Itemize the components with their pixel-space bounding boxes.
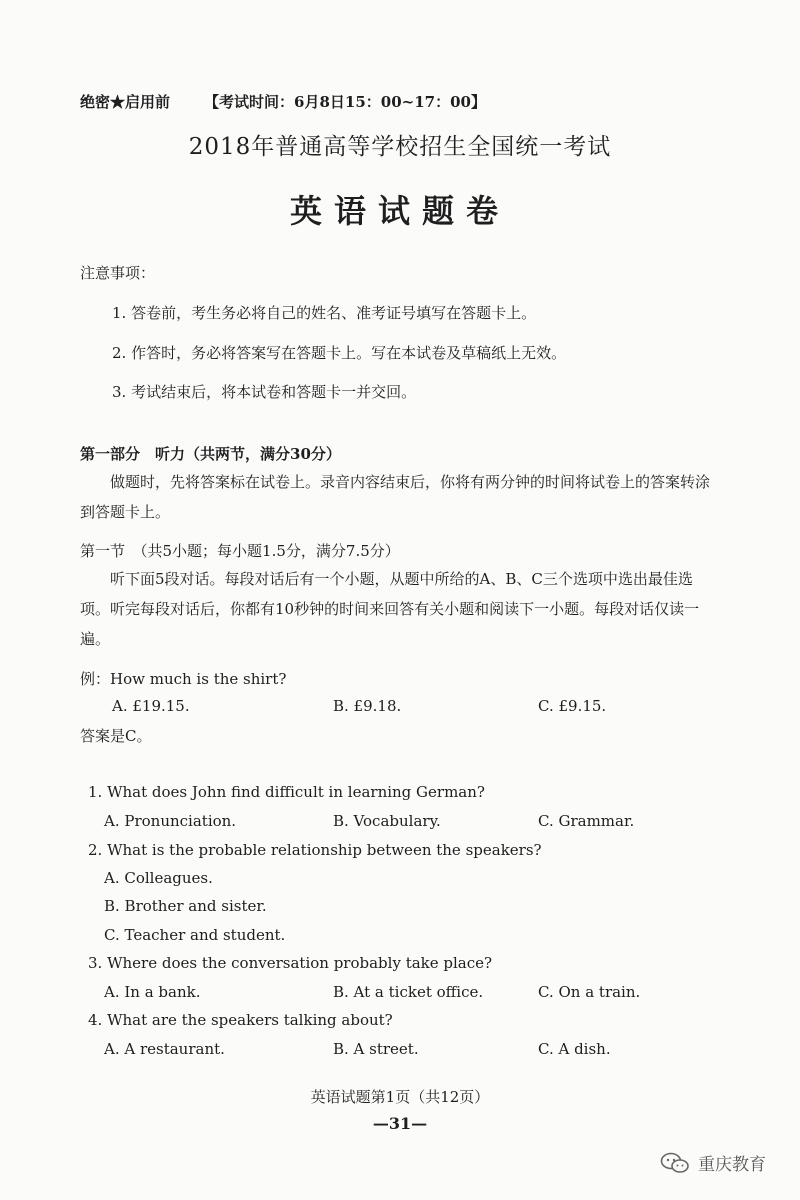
watermark-text: 重庆教育 [698,1155,766,1175]
example-answer: 答案是C。 [80,727,152,745]
question-3-option-c: C. On a train. [538,983,641,1001]
notes-heading: 注意事项： [80,264,156,282]
question-4-option-b: B. A street. [333,1040,419,1058]
example-option-c: C. £9.15. [538,697,607,715]
section1-instructions: 听下面5段对话。每段对话后有一个小题，从题中所给的A、B、C三个选项中选出最佳选项。听完每段对话后，你都有10秒钟的时间来回答有关小题和阅读下一小题。每段对话仅读一遍。 [80,570,700,648]
note-item: 1. 答卷前，考生务必将自己的姓名、准考证号填写在答题卡上。 [112,304,537,322]
question-1-option-a: A. Pronunciation. [104,812,237,830]
question-2: 2. What is the probable relationship between the speakers? [88,841,542,859]
exam-title: 2018年普通高等学校招生全国统一考试 [188,134,612,160]
question-3-option-b: B. At a ticket office. [333,983,484,1001]
question-4-option-c: C. A dish. [538,1040,611,1058]
question-3-option-a: A. In a bank. [104,983,201,1001]
note-item: 3. 考试结束后，将本试卷和答题卡一并交回。 [112,383,417,401]
question-2-option-c: C. Teacher and student. [104,926,286,944]
header-line [80,91,486,112]
question-3: 3. Where does the conversation probably take place? [88,954,493,972]
confidential-label: 绝密★启用前 [80,93,171,111]
watermark [660,1150,766,1175]
question-1-option-b: B. Vocabulary. [333,812,441,830]
section1-heading: 第一节 （共5小题；每小题1.5分，满分7.5分） [80,542,400,560]
question-1: 1. What does John find difficult in learning German? [88,783,485,801]
question-2-option-a: A. Colleagues. [104,869,213,887]
question-2-option-b: B. Brother and sister. [104,897,267,915]
page-number: —31— [372,1114,428,1133]
example-option-b: B. £9.18. [333,697,402,715]
question-4-option-a: A. A restaurant. [104,1040,225,1058]
exam-time: 【考试时间：6月8日15：00~17：00】 [204,93,486,111]
part1-heading: 第一部分 听力（共两节，满分30分） [80,445,341,463]
wechat-icon [660,1152,690,1174]
example-option-a: A. £19.15. [112,697,190,715]
example-question: 例：How much is the shirt? [80,670,287,688]
question-4: 4. What are the speakers talking about? [88,1011,393,1029]
part1-instructions: 做题时，先将答案标在试卷上。录音内容结束后，你将有两分钟的时间将试卷上的答案转涂到答题卡上。 [80,473,711,521]
note-item: 2. 作答时，务必将答案写在答题卡上。写在本试卷及草稿纸上无效。 [112,344,567,362]
page-info: 英语试题第1页（共12页） [310,1088,490,1106]
question-1-option-c: C. Grammar. [538,812,635,830]
paper-title: 英语试题卷 [289,192,510,230]
